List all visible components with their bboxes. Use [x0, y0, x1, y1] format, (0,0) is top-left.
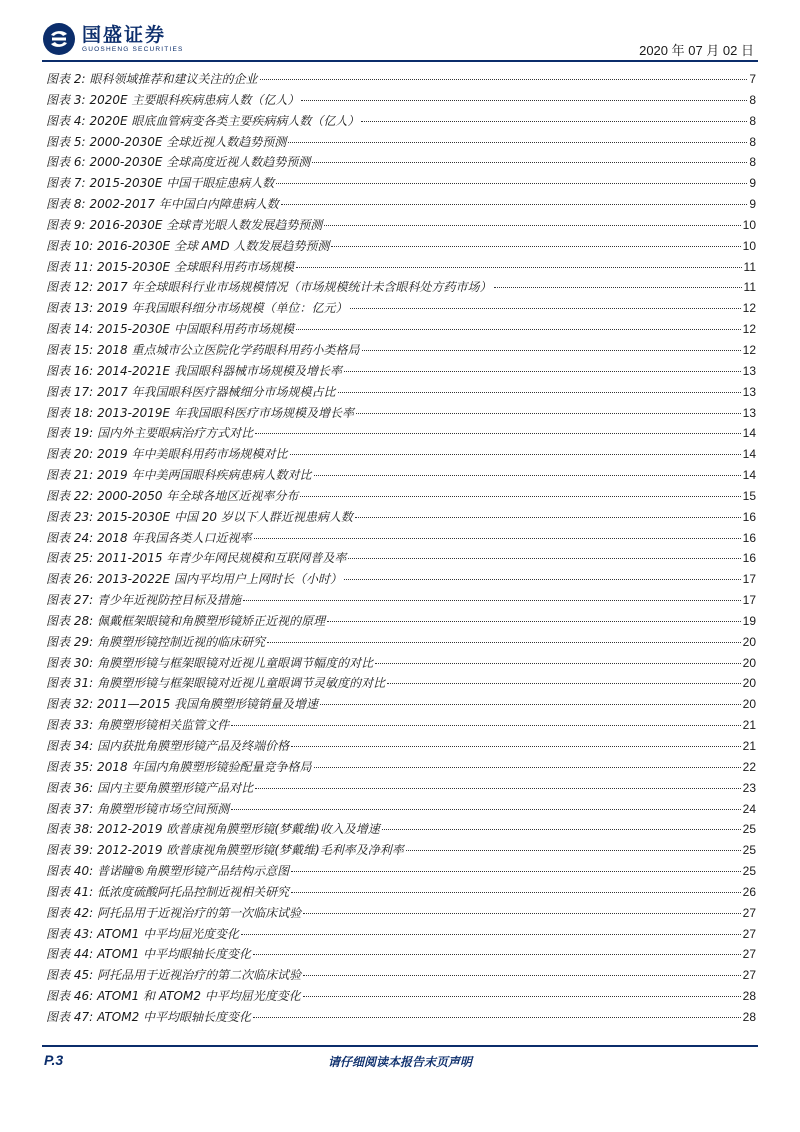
- toc-entry[interactable]: [46, 903, 756, 924]
- toc-entry-title: 2016-2030E 全球 AMD 人数发展趋势预测: [97, 238, 330, 253]
- toc-dot-leader: [255, 788, 740, 789]
- toc-entry-title: 2000-2050 年全球各地区近视率分布: [97, 488, 299, 503]
- toc-entry-page: 27: [742, 926, 756, 941]
- toc-entry[interactable]: [46, 632, 756, 653]
- toc-dot-leader: [375, 663, 740, 664]
- toc-entry-page: 9: [749, 197, 756, 212]
- toc-entry-title: 角膜塑形镜与框架眼镜对近视儿童眼调节灵敏度的对比: [97, 676, 386, 691]
- toc-entry-label: 图表 31:: [46, 676, 94, 691]
- header-divider: [42, 60, 758, 62]
- toc-entry-label: 图表 39:: [46, 843, 94, 858]
- toc-entry-label: 图表 34:: [46, 739, 94, 753]
- toc-entry-title: ATOM1 中平均屈光度变化: [97, 926, 240, 941]
- toc-dot-leader: [320, 704, 741, 705]
- toc-entry-page: 28: [742, 989, 756, 1004]
- toc-dot-leader: [231, 809, 740, 810]
- toc-entry[interactable]: [46, 840, 756, 861]
- company-logo: [42, 22, 184, 56]
- toc-entry-label: 图表 21:: [46, 468, 94, 483]
- toc-entry-title: 低浓度硫酸阿托品控制近视相关研究: [97, 884, 290, 899]
- toc-entry-page: 8: [749, 155, 756, 170]
- toc-entry-page: 10: [742, 238, 756, 253]
- toc-entry-page: 27: [742, 947, 756, 962]
- toc-entry-page: 13: [742, 384, 756, 399]
- toc-entry-page: 28: [742, 1009, 756, 1024]
- toc-entry-page: 19: [742, 613, 756, 628]
- toc-entry[interactable]: [46, 507, 756, 528]
- toc-entry-label: 图表 17:: [46, 384, 94, 399]
- toc-dot-leader: [350, 308, 741, 309]
- toc-entry[interactable]: [46, 528, 756, 549]
- toc-dot-leader: [494, 287, 742, 288]
- toc-entry-label: 图表 44:: [46, 947, 94, 962]
- toc-entry-label: 图表 5:: [46, 134, 86, 149]
- toc-dot-leader: [288, 142, 747, 143]
- toc-entry[interactable]: [46, 132, 756, 153]
- toc-dot-leader: [406, 850, 741, 851]
- toc-entry-page: 12: [742, 301, 756, 316]
- toc-entry[interactable]: [46, 673, 756, 694]
- toc-entry[interactable]: [46, 194, 756, 215]
- toc-entry-title: 阿托品用于近视治疗的第一次临床试验: [97, 905, 302, 920]
- toc-entry-label: 图表 42:: [46, 905, 94, 920]
- toc-dot-leader: [290, 454, 741, 455]
- toc-entry-page: 8: [749, 113, 756, 128]
- toc-entry[interactable]: [46, 111, 756, 132]
- toc-entry-title: 2015-2030E 中国 20 岁以下人群近视患病人数: [97, 509, 353, 524]
- toc-entry-title: 眼科领域推荐和建议关注的企业: [89, 72, 258, 86]
- toc-entry-title: 青少年近视防控目标及措施: [97, 593, 242, 608]
- toc-entry-title: 2020E 主要眼科疾病患病人数（亿人）: [89, 92, 300, 107]
- toc-entry[interactable]: [46, 423, 756, 444]
- toc-entry-title: 2017 年全球眼科行业市场规模情况（市场规模统计未含眼科处方药市场）: [97, 280, 492, 295]
- toc-entry-label: 图表 8:: [46, 197, 86, 212]
- toc-entry-title: 2019 年中美眼科用药市场规模对比: [97, 447, 288, 462]
- toc-entry-page: 26: [742, 884, 756, 899]
- toc-entry[interactable]: [46, 861, 756, 882]
- toc-dot-leader: [303, 975, 740, 976]
- toc-entry-label: 图表 27:: [46, 593, 94, 608]
- toc-dot-leader: [344, 371, 741, 372]
- toc-entry-label: 图表 6:: [46, 155, 86, 170]
- toc-entry-title: 2013-2022E 国内平均用户上网时长（小时）: [97, 572, 342, 587]
- toc-entry-title: 角膜塑形镜与框架眼镜对近视儿童眼调节幅度的对比: [97, 655, 374, 670]
- toc-entry[interactable]: [46, 944, 756, 965]
- toc-entry-page: 16: [742, 551, 756, 566]
- toc-entry-label: 图表 30:: [46, 655, 94, 670]
- toc-entry[interactable]: [46, 736, 756, 757]
- toc-entry-page: 20: [742, 676, 756, 691]
- toc-entry-title: 2000-2030E 全球高度近视人数趋势预测: [89, 155, 311, 170]
- guosheng-logo-icon: [42, 22, 76, 56]
- toc-entry-label: 图表 3:: [46, 92, 86, 107]
- toc-dot-leader: [382, 829, 741, 830]
- toc-entry-page: 14: [742, 447, 756, 462]
- toc-entry[interactable]: [46, 403, 756, 424]
- toc-entry-page: 10: [742, 217, 756, 232]
- toc-dot-leader: [348, 558, 740, 559]
- toc-entry[interactable]: [46, 924, 756, 945]
- toc-entry-title: 2015-2030E 全球眼科用药市场规模: [97, 259, 294, 274]
- toc-dot-leader: [362, 350, 741, 351]
- toc-entry-page: 17: [742, 593, 756, 608]
- report-date: 2020 年 07 月 02 日: [639, 43, 754, 58]
- toc-entry-label: 图表 23:: [46, 509, 94, 524]
- toc-entry-label: 图表 45:: [46, 968, 94, 983]
- toc-entry-label: 图表 33:: [46, 718, 94, 733]
- toc-dot-leader: [355, 517, 741, 518]
- toc-entry[interactable]: [46, 90, 756, 111]
- toc-entry-page: 21: [742, 739, 756, 753]
- toc-dot-leader: [303, 996, 741, 997]
- toc-entry-title: 2012-2019 欧普康视角膜塑形镜(梦戴维)毛利率及净利率: [97, 843, 404, 858]
- table-of-figures: [46, 69, 756, 1028]
- toc-entry-label: 图表 41:: [46, 884, 94, 899]
- toc-dot-leader: [387, 683, 740, 684]
- toc-dot-leader: [300, 496, 740, 497]
- toc-entry-label: 图表 9:: [46, 217, 86, 232]
- toc-entry-page: 17: [742, 572, 756, 587]
- toc-entry[interactable]: [46, 986, 756, 1007]
- toc-entry-page: 9: [749, 176, 756, 191]
- toc-dot-leader: [312, 162, 747, 163]
- toc-entry-page: 25: [742, 822, 756, 837]
- toc-dot-leader: [291, 746, 740, 747]
- toc-entry-page: 27: [742, 968, 756, 983]
- toc-entry-page: 13: [742, 363, 756, 378]
- toc-entry-label: 图表 28:: [46, 613, 94, 628]
- toc-entry[interactable]: [46, 173, 756, 194]
- toc-entry-label: 图表 32:: [46, 697, 94, 712]
- toc-dot-leader: [338, 392, 741, 393]
- toc-dot-leader: [253, 1017, 741, 1018]
- toc-entry-page: 16: [742, 509, 756, 524]
- toc-entry-title: ATOM2 中平均眼轴长度变化: [97, 1009, 252, 1024]
- toc-entry-title: 角膜塑形镜控制近视的临床研究: [97, 634, 266, 649]
- toc-entry[interactable]: [46, 69, 756, 90]
- toc-entry-label: 图表 4:: [46, 113, 86, 128]
- toc-dot-leader: [276, 183, 747, 184]
- toc-entry-label: 图表 43:: [46, 926, 94, 941]
- toc-dot-leader: [281, 204, 748, 205]
- toc-entry-label: 图表 11:: [46, 259, 94, 274]
- toc-entry-label: 图表 16:: [46, 363, 94, 378]
- toc-entry-title: 2018 年我国各类人口近视率: [97, 530, 252, 545]
- toc-entry-label: 图表 7:: [46, 176, 86, 191]
- toc-dot-leader: [231, 725, 740, 726]
- toc-entry-title: 2013-2019E 年我国眼科医疗市场规模及增长率: [97, 405, 354, 420]
- toc-entry-page: 15: [742, 488, 756, 503]
- toc-entry[interactable]: [46, 799, 756, 820]
- toc-dot-leader: [344, 579, 741, 580]
- toc-entry-label: 图表 25:: [46, 551, 94, 566]
- toc-entry-page: 16: [742, 530, 756, 545]
- toc-entry[interactable]: [46, 465, 756, 486]
- toc-dot-leader: [331, 246, 740, 247]
- toc-entry-label: 图表 29:: [46, 634, 94, 649]
- toc-entry-title: 2011-2015 年青少年网民规模和互联网普及率: [97, 551, 347, 566]
- toc-entry-title: 国内外主要眼病治疗方式对比: [97, 426, 254, 441]
- toc-entry[interactable]: [46, 611, 756, 632]
- toc-entry-title: 2018 年国内角膜塑形镜验配量竞争格局: [97, 759, 312, 774]
- toc-dot-leader: [301, 100, 747, 101]
- toc-entry-page: 11: [743, 259, 756, 274]
- page-number: P.3: [44, 1052, 64, 1068]
- toc-entry[interactable]: [46, 590, 756, 611]
- logo-english-name: GUOSHENG SECURITIES: [82, 46, 184, 53]
- toc-dot-leader: [296, 267, 742, 268]
- toc-entry-label: 图表 14:: [46, 322, 94, 337]
- toc-entry-label: 图表 20:: [46, 447, 94, 462]
- toc-entry-page: 12: [742, 342, 756, 357]
- toc-entry-page: 27: [742, 905, 756, 920]
- toc-entry[interactable]: [46, 236, 756, 257]
- toc-entry[interactable]: [46, 757, 756, 778]
- toc-entry-label: 图表 13:: [46, 301, 94, 316]
- toc-dot-leader: [291, 871, 740, 872]
- toc-entry-label: 图表 26:: [46, 572, 94, 587]
- toc-entry-title: 国内获批角膜塑形镜产品及终端价格: [97, 739, 290, 753]
- toc-dot-leader: [356, 413, 741, 414]
- toc-entry-title: 佩戴框架眼镜和角膜塑形镜矫正近视的原理: [97, 613, 326, 628]
- toc-entry-title: 角膜塑形镜相关监管文件: [97, 718, 230, 733]
- toc-entry-label: 图表 40:: [46, 864, 94, 879]
- toc-entry-title: 2012-2019 欧普康视角膜塑形镜(梦戴维)收入及增速: [97, 822, 380, 837]
- toc-entry-title: ATOM1 中平均眼轴长度变化: [97, 947, 252, 962]
- toc-entry-page: 20: [742, 697, 756, 712]
- toc-entry[interactable]: [46, 882, 756, 903]
- toc-entry[interactable]: [46, 694, 756, 715]
- toc-entry[interactable]: [46, 319, 756, 340]
- toc-entry-label: 图表 38:: [46, 822, 94, 837]
- toc-entry[interactable]: [46, 715, 756, 736]
- toc-entry-title: 2011—2015 我国角膜塑形镜销量及增速: [97, 697, 319, 712]
- toc-entry-page: 14: [742, 426, 756, 441]
- toc-entry[interactable]: [46, 277, 756, 298]
- toc-entry-label: 图表 47:: [46, 1009, 94, 1024]
- toc-entry-title: 国内主要角膜塑形镜产品对比: [97, 780, 254, 795]
- toc-entry-page: 20: [742, 634, 756, 649]
- toc-entry-page: 24: [742, 801, 756, 816]
- toc-entry-title: 2015-2030E 中国眼科用药市场规模: [97, 322, 294, 337]
- toc-entry-title: 2014-2021E 我国眼科器械市场规模及增长率: [97, 363, 342, 378]
- toc-entry[interactable]: [46, 444, 756, 465]
- toc-entry-title: 角膜塑形镜市场空间预测: [97, 801, 230, 816]
- toc-entry-label: 图表 10:: [46, 238, 94, 253]
- toc-dot-leader: [303, 913, 740, 914]
- toc-entry-label: 图表 24:: [46, 530, 94, 545]
- toc-entry[interactable]: [46, 152, 756, 173]
- toc-dot-leader: [361, 121, 747, 122]
- toc-entry-title: 2015-2030E 中国干眼症患病人数: [89, 176, 275, 191]
- toc-dot-leader: [314, 475, 741, 476]
- toc-entry[interactable]: [46, 965, 756, 986]
- toc-entry-page: 23: [742, 780, 756, 795]
- toc-entry-label: 图表 18:: [46, 405, 94, 420]
- toc-entry-title: 2017 年我国眼科医疗器械细分市场规模占比: [97, 384, 336, 399]
- page-header: [0, 0, 800, 62]
- toc-dot-leader: [243, 600, 740, 601]
- toc-dot-leader: [267, 642, 740, 643]
- toc-entry-page: 8: [749, 134, 756, 149]
- toc-entry[interactable]: [46, 361, 756, 382]
- toc-dot-leader: [296, 329, 741, 330]
- toc-entry-title: 普诺瞳®角膜塑形镜产品结构示意图: [97, 864, 290, 879]
- toc-entry-label: 图表 2:: [46, 72, 86, 86]
- toc-entry[interactable]: [46, 298, 756, 319]
- toc-entry-title: 2016-2030E 全球青光眼人数发展趋势预测: [89, 217, 323, 232]
- toc-entry-title: 2002-2017 年中国白内障患病人数: [89, 197, 279, 212]
- toc-entry-page: 22: [742, 759, 756, 774]
- toc-entry-page: 21: [742, 718, 756, 733]
- toc-entry[interactable]: [46, 486, 756, 507]
- toc-dot-leader: [327, 621, 740, 622]
- toc-entry-title: 2019 年中美两国眼科疾病患病人数对比: [97, 468, 312, 483]
- toc-entry[interactable]: [46, 1007, 756, 1028]
- toc-entry-title: 2018 重点城市公立医院化学药眼科用药小类格局: [97, 342, 360, 357]
- toc-dot-leader: [255, 433, 740, 434]
- toc-entry[interactable]: [46, 819, 756, 840]
- toc-dot-leader: [253, 954, 741, 955]
- toc-entry-label: 图表 36:: [46, 780, 94, 795]
- toc-entry[interactable]: [46, 257, 756, 278]
- toc-entry-title: 2020E 眼底血管病变各类主要疾病病人数（亿人）: [89, 113, 360, 128]
- toc-entry[interactable]: [46, 653, 756, 674]
- toc-entry-page: 12: [742, 322, 756, 337]
- toc-entry-title: 2019 年我国眼科细分市场规模（单位：亿元）: [97, 301, 348, 316]
- toc-entry-title: 阿托品用于近视治疗的第二次临床试验: [97, 968, 302, 983]
- toc-dot-leader: [324, 225, 740, 226]
- toc-entry-page: 14: [742, 468, 756, 483]
- toc-entry-label: 图表 37:: [46, 801, 94, 816]
- toc-entry-page: 25: [742, 843, 756, 858]
- toc-entry-label: 图表 46:: [46, 989, 94, 1004]
- toc-dot-leader: [254, 538, 741, 539]
- toc-entry-page: 25: [742, 864, 756, 879]
- toc-entry-page: 7: [749, 72, 756, 86]
- toc-entry[interactable]: [46, 778, 756, 799]
- toc-entry-label: 图表 22:: [46, 488, 94, 503]
- toc-entry-label: 图表 15:: [46, 342, 94, 357]
- toc-entry-page: 20: [742, 655, 756, 670]
- toc-entry[interactable]: [46, 548, 756, 569]
- logo-chinese-name: 国盛证券: [82, 24, 167, 46]
- toc-dot-leader: [260, 79, 748, 80]
- toc-entry-page: 13: [742, 405, 756, 420]
- toc-entry-page: 11: [743, 280, 756, 295]
- toc-dot-leader: [241, 934, 741, 935]
- toc-dot-leader: [291, 892, 740, 893]
- toc-entry[interactable]: [46, 215, 756, 236]
- toc-entry-label: 图表 19:: [46, 426, 94, 441]
- disclaimer-note: 请仔细阅读本报告末页声明: [327, 1055, 472, 1069]
- footer-divider: [42, 1045, 758, 1047]
- toc-dot-leader: [314, 767, 741, 768]
- toc-entry[interactable]: [46, 382, 756, 403]
- toc-entry[interactable]: [46, 569, 756, 590]
- toc-entry-title: ATOM1 和 ATOM2 中平均屈光度变化: [97, 989, 301, 1004]
- toc-entry-page: 8: [749, 92, 756, 107]
- toc-entry-label: 图表 12:: [46, 280, 94, 295]
- toc-entry-title: 2000-2030E 全球近视人数趋势预测: [89, 134, 287, 149]
- toc-entry-label: 图表 35:: [46, 759, 94, 774]
- toc-entry[interactable]: [46, 340, 756, 361]
